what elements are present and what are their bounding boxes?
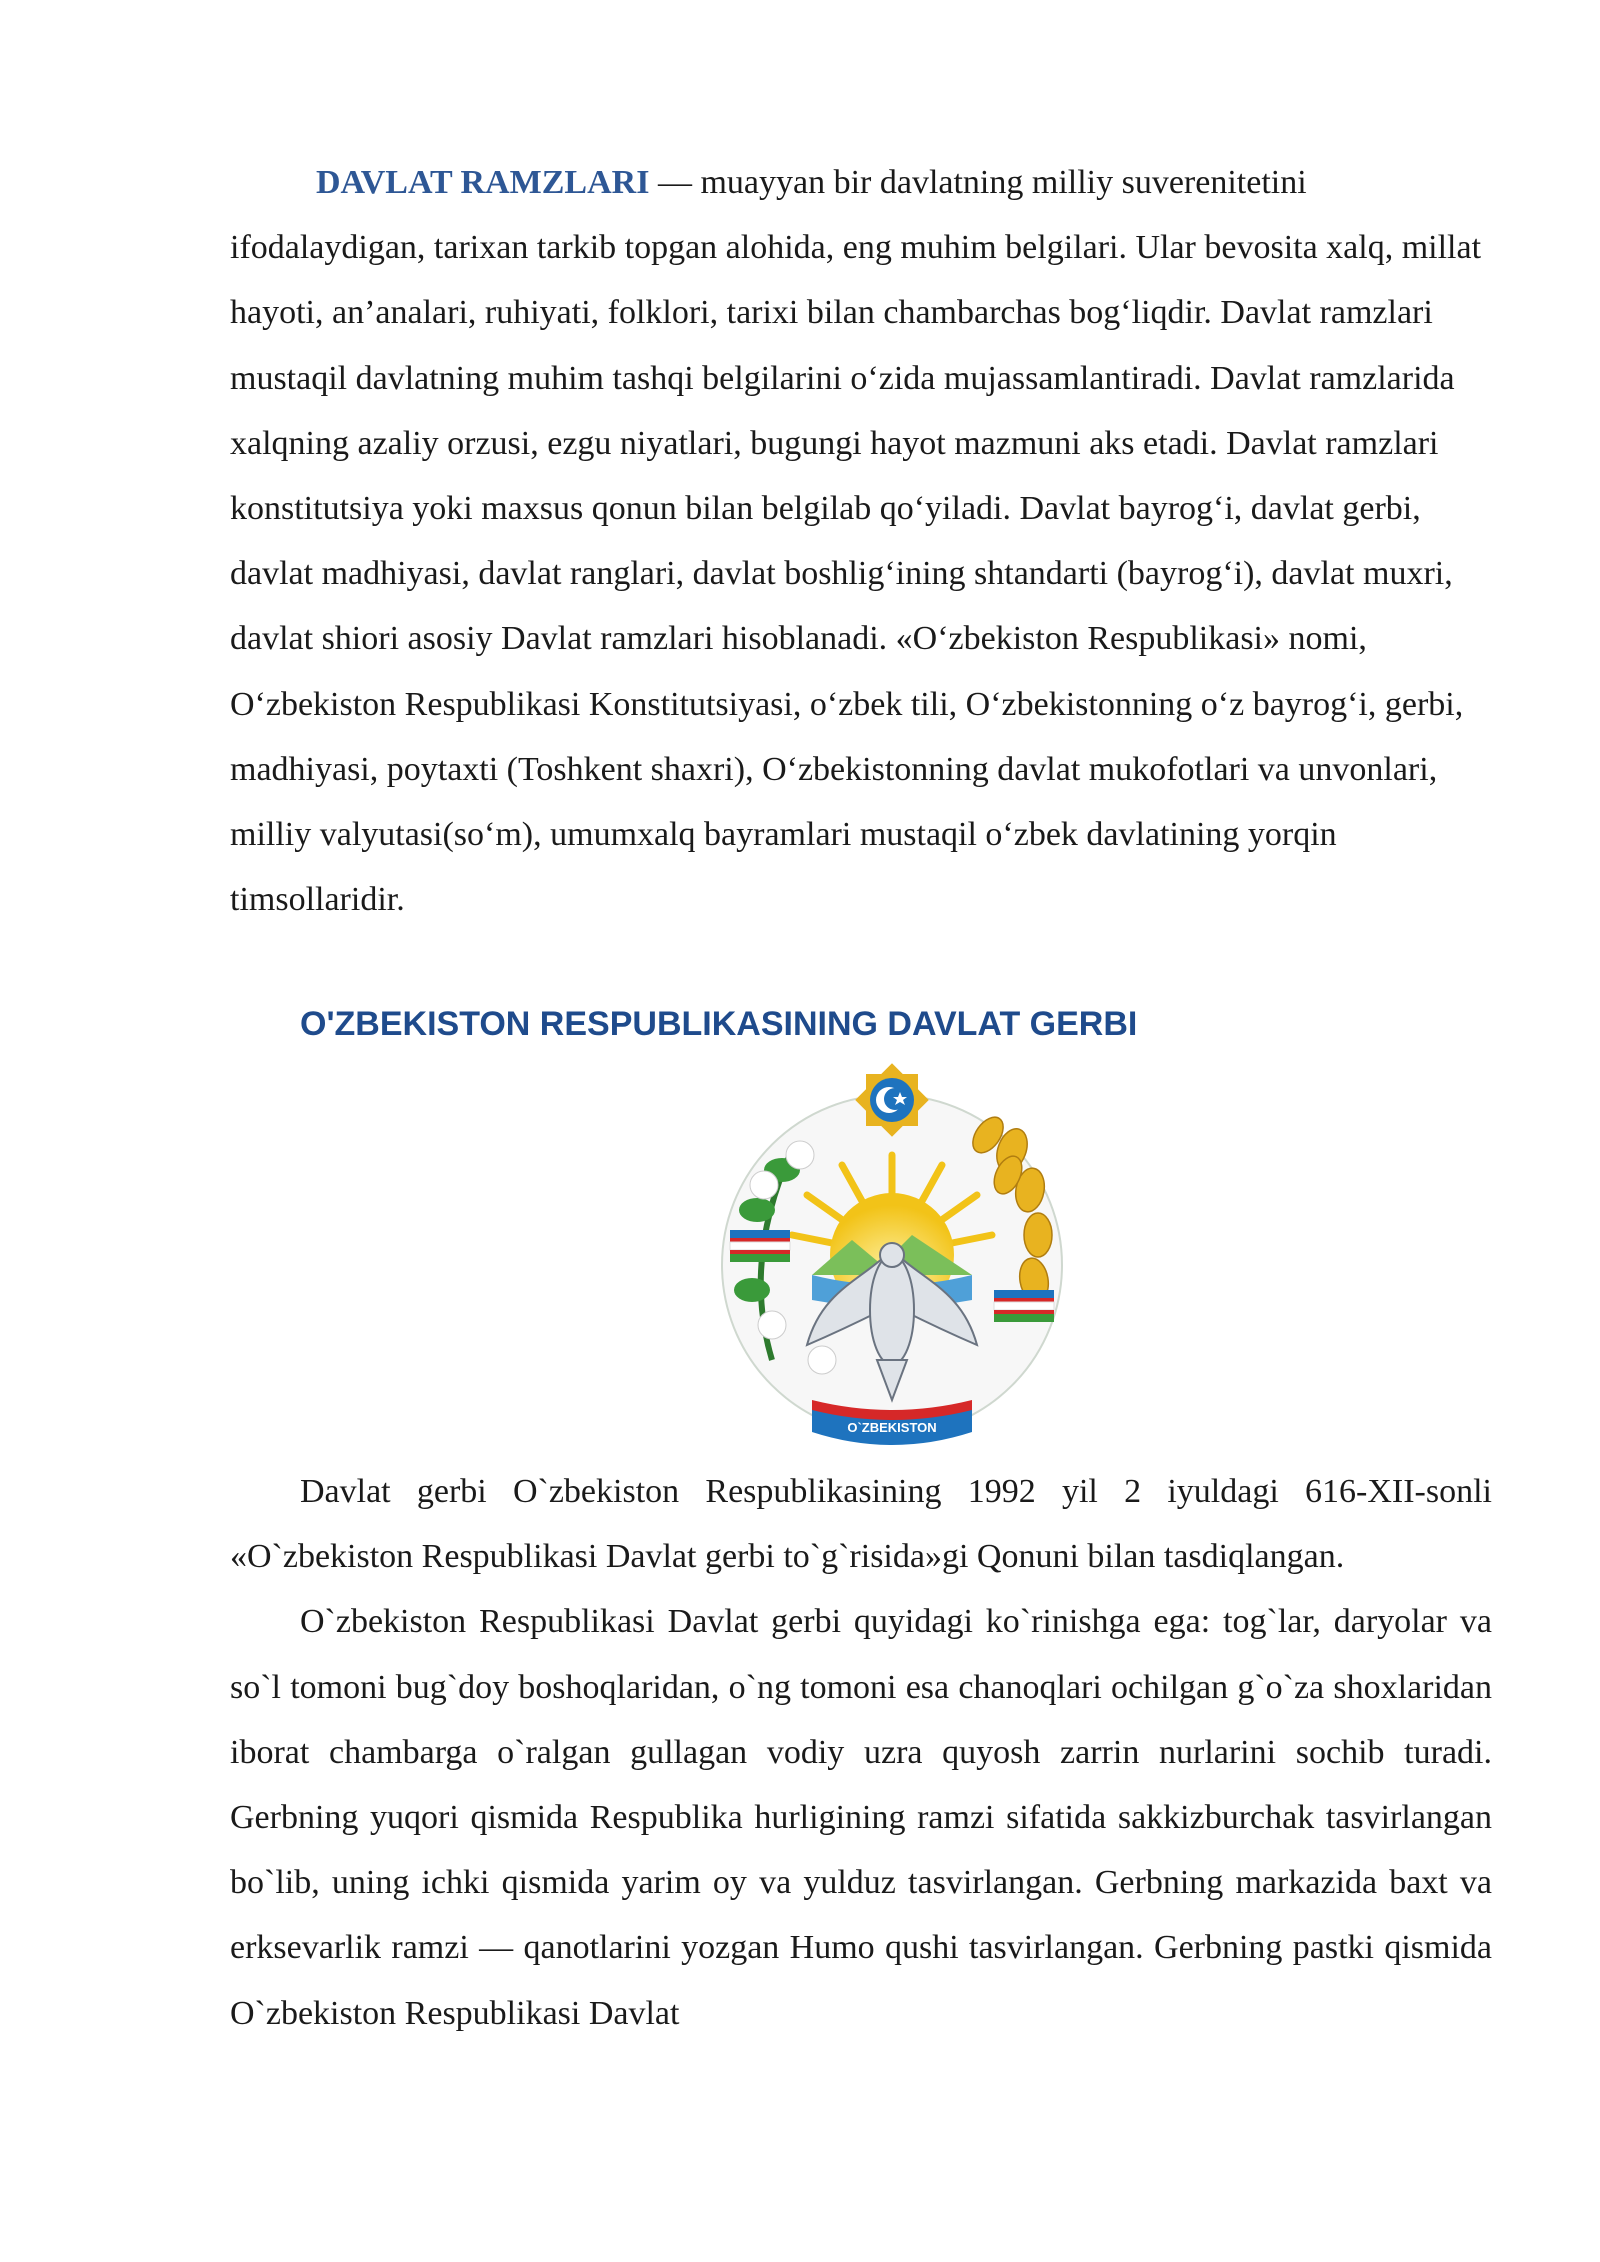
section-heading: O'ZBEKISTON RESPUBLIKASINING DAVLAT GERBI (300, 1005, 1138, 1043)
body-text (230, 1459, 1492, 2046)
body-paragraph-2: O`zbekiston Respublikasi Davlat gerbi quyidagi ko`rinishga ega: tog`lar, daryolar va so`l tomoni bug`doy boshoqlaridan, o`ng tomoni esa chanoqlari ochilgan g`o`za shoxlaridan iborat chambarga o`ralgan gullagan vodiy uzra quyosh zarrin nurlarini sochib turadi. Gerbning yuqori qismida Respublika hurligining ramzi sifatida sakkizburchak tasvirlangan bo`lib, uning ichki qismida yarim oy va yulduz tasvirlangan. Gerbning markazida baxt va erksevarlik ramzi — qanotlarini yozgan Humo qushi tasvirlangan. Gerbning pastki qismida O`zbekiston Respublikasi Davlat (230, 1603, 1492, 2032)
intro-term: DAVLAT RAMZLARI (316, 164, 650, 201)
body-paragraph-1: Davlat gerbi O`zbekiston Respublikasining 1992 yil 2 iyuldagi 616-XII-sonli «O`zbekiston Respublikasi Davlat gerbi to`g`risida»gi Qonuni bilan tasdiqlangan. (230, 1473, 1492, 1576)
emblem-ribbon-text: O`ZBEKISTON (847, 1420, 937, 1435)
state-emblem-image (712, 1060, 1072, 1450)
intro-text: — muayyan bir davlatning milliy suverenitetini ifodalaydigan, tarixan tarkib topgan alohida, eng muhim belgilari. Ular bevosita xalq, millat hayoti, an’analari, ruhiyati, folklori, tarixi bilan chambarchas bog‘liqdir. Davlat ramzlari mustaqil davlatning muhim tashqi belgilarini o‘zida mujassamlantiradi. Davlat ramzlarida xalqning azaliy orzusi, ezgu niyatlari, bugungi hayot mazmuni aks etadi. Davlat ramzlari konstitutsiya yoki maxsus qonun bilan belgilab qo‘yiladi. Davlat bayrog‘i, davlat gerbi, davlat madhiyasi, davlat ranglari, davlat boshlig‘ining shtandarti (bayrog‘i), davlat muxri, davlat shiori asosiy Davlat ramzlari hisoblanadi. «O‘zbekiston Respublikasi» nomi, O‘zbekiston Respublikasi Konstitutsiyasi, o‘zbek tili, O‘zbekistonning o‘z bayrog‘i, gerbi, madhiyasi, poytaxti (Toshkent shaxri), O‘zbekistonning davlat mukofotlari va unvonlari, milliy valyutasi(so‘m), umumxalq bayramlari mustaqil o‘zbek davlatining yorqin timsollaridir. (230, 164, 1482, 919)
intro-paragraph (230, 150, 1490, 932)
